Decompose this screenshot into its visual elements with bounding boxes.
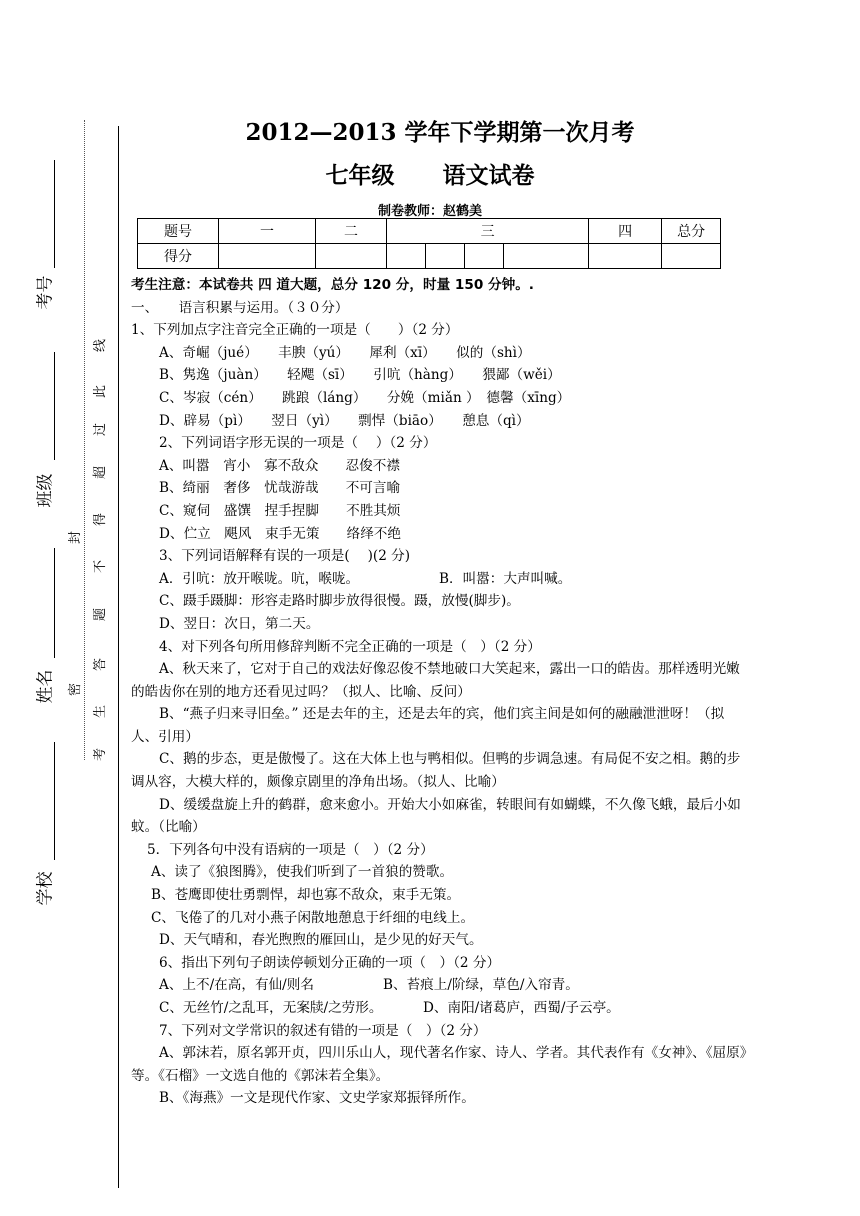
question-3: 3、下列词语解释有误的一项是( )(2 分): [159, 548, 411, 565]
q2-option-c: C、窥伺 盛馔 捏手捏脚 不胜其烦: [159, 502, 401, 519]
question-1: 1、下列加点字注音完全正确的一项是（ ）（2 分）: [131, 322, 459, 339]
q4-option-c: C、鹅的步态，更是傲慢了。这在大体上也与鸭相似。但鸭的步调急速。有局促不安之相。鹅的步调从容，大模大样的，颇像京剧里的净角出场。（拟人、比喻）: [131, 751, 741, 791]
question-4: 4、对下列各句所用修辞判断不完全正确的一项是（ ）（2 分）: [159, 638, 541, 655]
subject-label: 语文试卷: [442, 162, 535, 189]
seal-char-over: 过: [93, 422, 109, 437]
q5-option-a: A、读了《狼图腾》，使我们听到了一首狼的赞歌。: [151, 864, 454, 881]
score-cell-part3: 三: [387, 219, 589, 244]
seal-char-student: 生: [93, 704, 109, 719]
seal-char-secret: 密: [68, 682, 84, 697]
q5-option-b: B、苍鹰即使壮勇剽悍，却也寡不敌众，束手无策。: [151, 887, 461, 904]
score-cell-score-label: 得分: [138, 244, 219, 269]
q2-option-a: A、叫嚣 宵小 寡不敌众 忍俊不襟: [159, 457, 400, 474]
q1-option-a: A、奇崛（jué） 丰腴（yú） 犀利（xī） 似的（shì）: [159, 344, 531, 361]
margin-blank-school: [54, 742, 55, 860]
q1-option-c: C、岑寂（cén） 跳踉（láng） 分娩（miǎn ） 德馨（xīng）: [159, 389, 571, 406]
exam-subtitle: [0, 157, 860, 190]
q6-option-a: A、上不/在高，有仙/则名: [159, 977, 314, 994]
q3-options-ab: [131, 568, 751, 591]
score-cell-part4: 四: [589, 219, 662, 244]
binding-solid-line: [118, 126, 119, 1188]
score-cell-question-no: 题号: [138, 219, 219, 244]
margin-label-school: 学校: [35, 871, 56, 906]
exam-notice: 考生注意：本试卷共 四 道大题，总分 120 分，时量 150 分钟。.: [131, 277, 534, 293]
score-table-score-row: [138, 244, 721, 269]
score-input-total[interactable]: [662, 244, 721, 269]
seal-char-exam: 考: [93, 747, 109, 762]
q4-option-a: A、秋天来了，它对于自己的戏法好像忍俊不禁地破口大笑起来，露出一口的皓齿。那样透明光嫩的皓齿你在别的地方还看见过吗？（拟人、比喻、反问）: [131, 661, 740, 700]
margin-label-class: 班级: [35, 473, 56, 508]
margin-blank-name: [54, 548, 55, 658]
score-table-header-row: [138, 219, 721, 244]
q4-option-b: B、“燕子归来寻旧垒。” 还是去年的主，还是去年的宾，他们宾主间是如何的融融泄泄呀！（拟人、引用）: [131, 706, 725, 745]
seal-char-not: 不: [93, 559, 109, 574]
q1-option-d: D、辟易（pì） 翌日（yì） 剽悍（biāo） 憩息（qì）: [159, 412, 530, 429]
q3-option-d: D、翌日：次日，第二天。: [159, 615, 320, 632]
q7-option-b: B、《海燕》一文是现代作家、文史学家郑振铎所作。: [159, 1090, 475, 1107]
score-input-part3b[interactable]: [426, 244, 465, 269]
grade-label: 七年级: [325, 162, 395, 189]
seal-char-exceed: 超: [93, 465, 109, 480]
q6-options-cd: [131, 997, 751, 1020]
score-input-part1[interactable]: [219, 244, 316, 269]
score-input-part3d[interactable]: [504, 244, 589, 269]
question-7: 7、下列对文学常识的叙述有错的一项是（ ）（2 分）: [159, 1022, 487, 1039]
score-input-part3a[interactable]: [387, 244, 426, 269]
q6-option-d: D、南阳/诸葛庐，西蜀/子云亭。: [423, 1000, 620, 1016]
q3-option-a: A．引吭：放开喉咙。吭，喉咙。: [159, 570, 360, 587]
seal-char-this: 此: [93, 384, 109, 399]
q2-option-d: D、伫立 飓风 束手无策 络绎不绝: [159, 525, 401, 542]
q3-option-b: B．叫嚣：大声叫喊。: [439, 570, 572, 587]
score-cell-part2: 二: [316, 219, 387, 244]
q5-option-d: D、天气晴和，春光煦煦的雁回山，是少见的好天气。: [159, 932, 483, 949]
q6-option-c: C、无丝竹/之乱耳，无案牍/之劳形。: [159, 1000, 383, 1016]
margin-label-exam-number: 考号: [35, 275, 56, 310]
q4-option-d: D、缓缓盘旋上升的鹤群，愈来愈小。开始大小如麻雀，转眼间有如蝴蝶，不久像飞蛾，最后小如蚊。（比喻）: [131, 796, 741, 836]
margin-blank-class: [54, 352, 55, 460]
q6-options-ab: [131, 974, 751, 997]
seal-char-may: 得: [93, 512, 109, 527]
q6-option-b: B、苔痕上/阶绿，草色/入帘青。: [383, 977, 579, 994]
exam-title: 2012—2013 学年下学期第一次月考: [245, 119, 635, 146]
score-input-part3c[interactable]: [465, 244, 504, 269]
q5-option-c: C、飞倦了的几对小燕子闲散地憩息于纤细的电线上。: [151, 909, 475, 926]
section-1-heading: 一、 语言积累与运用。（３０分）: [131, 299, 349, 316]
seal-char-answer: 答: [93, 657, 109, 672]
exam-maker: 制卷教师：赵鹤美: [377, 204, 482, 219]
q3-option-c: C、蹑手蹑脚：形容走路时脚步放得很慢。蹑，放慢(脚步)。: [159, 593, 520, 610]
question-5: 5．下列各句中没有语病的一项是（ ）（2 分）: [147, 841, 434, 858]
question-2: 2、下列词语字形无误的一项是（ ）（2 分）: [159, 435, 437, 452]
score-input-part4[interactable]: [589, 244, 662, 269]
exam-body: [131, 274, 751, 1110]
score-cell-part1: 一: [219, 219, 316, 244]
margin-label-name: 姓名: [35, 669, 56, 704]
score-table: [137, 218, 721, 269]
question-6: 6、指出下列句子朗读停顿划分正确的一项（ ）（2 分）: [159, 954, 501, 971]
seal-char-question: 题: [93, 607, 109, 622]
score-input-part2[interactable]: [316, 244, 387, 269]
q1-option-b: B、隽逸（juàn） 轻飔（sī） 引吭（hàng） 猥鄙（wěi）: [159, 367, 561, 384]
q7-option-a: A、郭沫若，原名郭开贞，四川乐山人，现代著名作家、诗人、学者。其代表作有《女神》、《屈原》等。《石榴》一文选自他的《郭沫若全集》。: [131, 1045, 747, 1084]
q2-option-b: B、绮丽 奢侈 忧哉游哉 不可言喻: [159, 480, 401, 497]
seal-char-line: 线: [93, 338, 109, 353]
score-cell-total: 总分: [662, 219, 721, 244]
seal-char-seal: 封: [68, 530, 84, 545]
